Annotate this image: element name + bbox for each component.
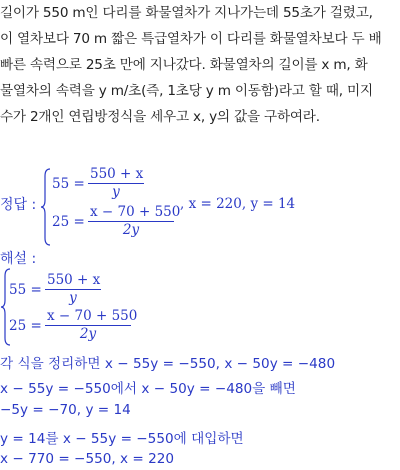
answer-label: 정답 : [0,197,37,213]
explanation-eq1-fraction [45,272,101,307]
answer-eq2-denominator: 2y [122,222,140,238]
answer-result: , x = 220, y = 14 [180,196,296,212]
problem-line: 길이가 550 m인 다리를 화물열차가 지나가는데 55초가 걸렸고, [0,5,373,21]
left-brace-icon [40,168,52,246]
explanation-eq2-left: 25 = [9,318,42,334]
solution-step: x − 770 = −550, x = 220 [0,451,175,467]
explanation-eq2-numerator: x − 70 + 550 [47,308,138,324]
problem-line: 수가 2개인 연립방정식을 세우고 x, y의 값을 구하여라. [0,109,320,125]
problem-line: 빠른 속력으로 25초 만에 지나갔다. 화물열차의 길이를 x m, 화 [0,57,368,73]
explanation-eq2-denominator: 2y [79,326,97,342]
explanation-eq1-numerator: 550 + x [47,272,101,288]
answer-eq2-left: 25 = [52,214,85,230]
explanation-label: 해설 : [0,251,37,267]
explanation-eq1-left: 55 = [9,282,42,298]
answer-eq1-left: 55 = [52,176,85,192]
problem-text [0,0,400,130]
solution-step: 각 식을 정리하면 x − 55y = −550, x − 50y = −480 [0,356,336,372]
answer-eq2-fraction [88,204,181,239]
answer-eq1-numerator: 550 + x [90,166,144,182]
problem-line: 이 열차보다 70 m 짧은 특급열차가 이 다리를 화물열차보다 두 배 [0,31,382,47]
explanation-eq2-fraction [45,308,138,343]
explanation-eq1-denominator: y [69,290,77,306]
left-brace-icon [0,268,12,346]
answer-eq1-fraction [88,166,144,201]
solution-step: x − 55y = −550에서 x − 50y = −480을 빼면 [0,381,296,397]
solution-step: −5y = −70, y = 14 [0,402,131,418]
solution-step: y = 14를 x − 55y = −550에 대입하면 [0,431,244,447]
answer-eq1-denominator: y [112,184,120,200]
answer-eq2-numerator: x − 70 + 550 [90,204,181,220]
problem-line: 물열차의 속력을 y m/초(즉, 1초당 y m 이동함)라고 할 때, 미지 [0,83,373,99]
